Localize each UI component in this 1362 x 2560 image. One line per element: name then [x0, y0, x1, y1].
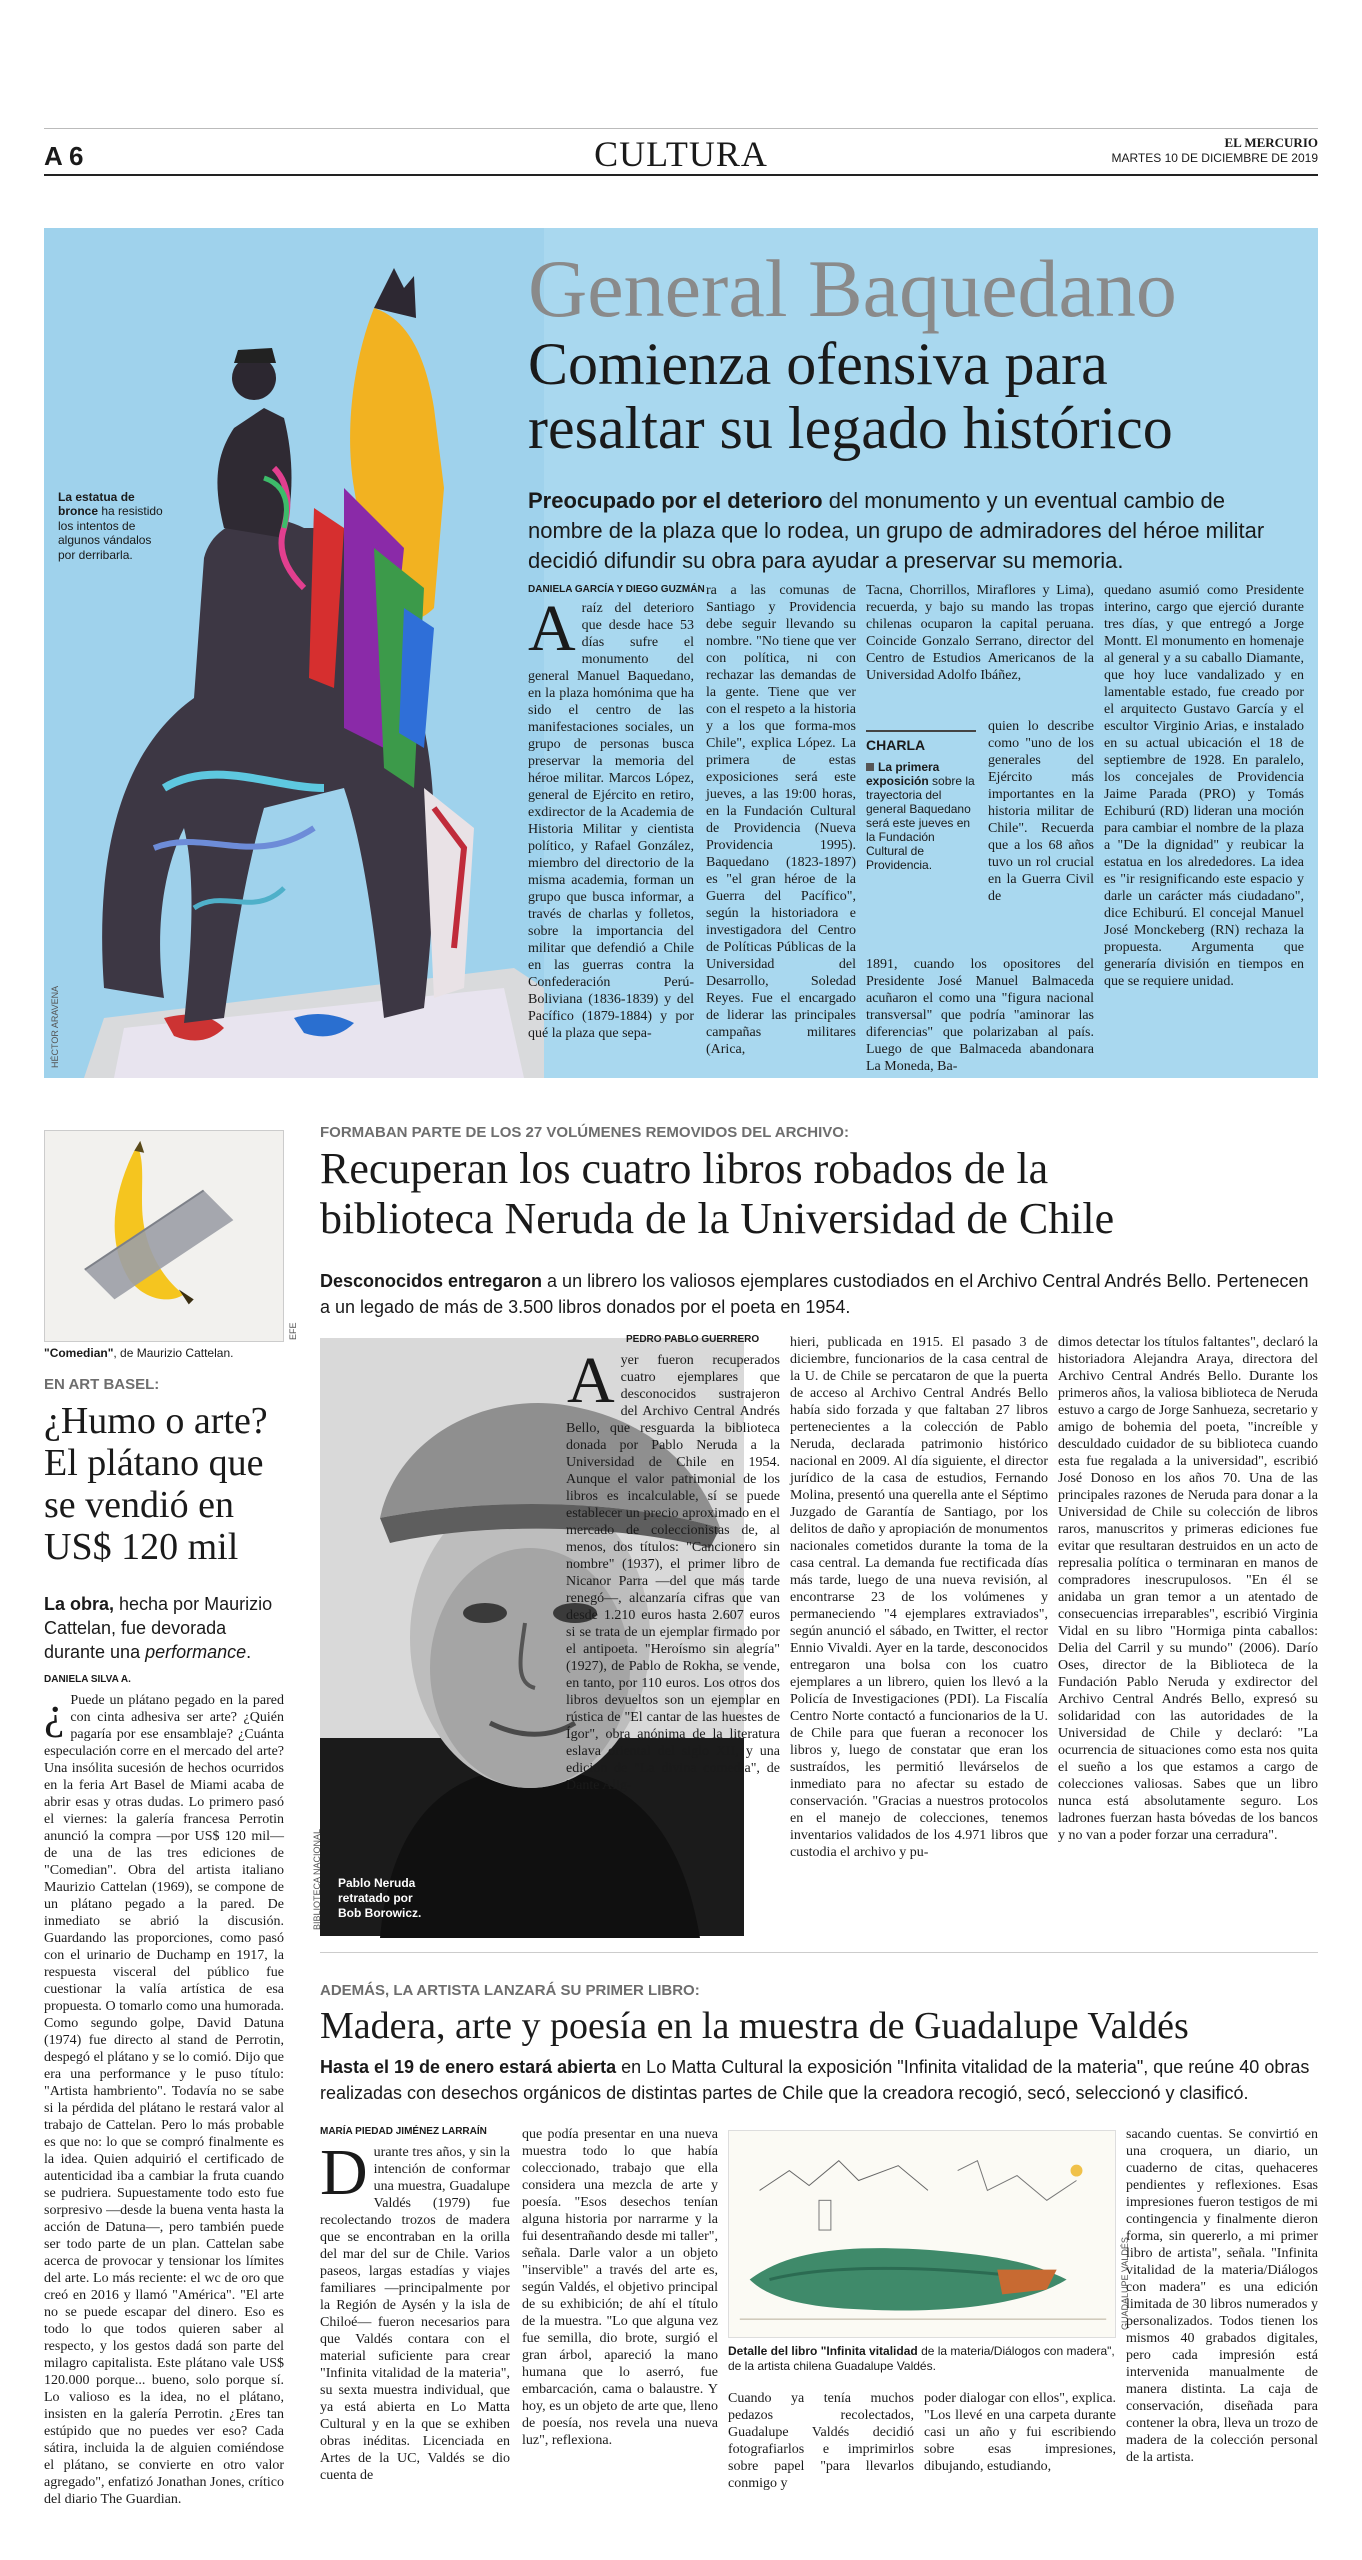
valdes-column-3: Cuando ya tenía muchos pedazos recolectados, Guadalupe Valdés decidió fotografiarlos e imprimirlos sobre papel "para llevarlos conmigo y: [728, 2391, 914, 2491]
neruda-dek: Desconocidos entregaron a un librero los valiosos ejemplares custodiados en el Archivo Central Andrés Bello. Pertenecen a un legado de más de 3.500 libros donados por el poeta en 1954.: [320, 1271, 1309, 1317]
photo-credit: HÉCTOR ARAVENA: [50, 985, 60, 1068]
lead-byline: DANIELA GARCÍA Y DIEGO GUZMÁN: [528, 584, 705, 595]
side-dek: La obra, hecha por Maurizio Cattelan, fue devorada durante una performance.: [44, 1594, 273, 1662]
banana-caption: "Comedian", de Maurizio Cattelan.: [44, 1346, 234, 1360]
newspaper-name: EL MERCURIO: [1224, 135, 1318, 150]
section-title: CULTURA: [594, 134, 768, 174]
side-byline: DANIELA SILVA A.: [44, 1674, 131, 1685]
neruda-caption: Pablo Neruda retratado por Bob Borowicz.: [338, 1876, 422, 1920]
valdes-byline: MARÍA PIEDAD JIMÉNEZ LARRAÍN: [320, 2126, 487, 2137]
side-headline: ¿Humo o arte? El plátano que se vendió en US$ 120 mil: [44, 1400, 268, 1568]
lead-column-3a: Tacna, Chorrillos, Miraflores y Lima), recuerda, y bajo su mando las tropas chilenas ocuparon la capital peruana. Coincide Gonzalo Serrano, director del Centro de Estudios Americanos de la Universidad Adolfo Ibáñez,: [866, 583, 1094, 683]
neruda-headline: Recuperan los cuatro libros robados de la biblioteca Neruda de la Universidad de Chile: [320, 1144, 1115, 1243]
lead-dek: Preocupado por el deterioro del monumento y un eventual cambio de nombre de la plaza que lo rodea, un grupo de admiradores del héroe militar decidió difundir su obra para ayudar a preservar su memoria.: [528, 488, 1265, 573]
valdes-column-4: poder dialogar con ellos", explica. "Los llevé en una carpeta durante casi un año y fui escribiendo sobre esas impresiones, dibujando, estudiando,: [924, 2391, 1116, 2474]
statue-caption: La estatua de bronce ha resistido los intentos de algunos vándalos por derribarla.: [58, 490, 163, 562]
issue-date: MARTES 10 DE DICIEMBRE DE 2019: [1111, 151, 1318, 165]
lead-column-4: quedano asumió como Presidente interino, cargo que ejerció durante tres días, y que entregó a Jorge Montt. El monumento en homenaje al general y a su caballo Diamante, que hoy luce vandalizado y en lamentable estado, fue creado por el arquitecto Gustavo García y el escultor Virginio Arias, e instalado en su actual ubicación el 18 de septiembre de 1928. En paralelo, los concejales de Providencia Jaime Parada (PRO) y Tomás Echiburú (RD) lideran una moción para cambiar el nombre de la plaza a "De la dignidad" y reubicar la estatua en los alrededores. La idea es "ir resignificando este espacio y darle un carácter más ciudadano", dice Echiburú. El concejal Manuel José Monckeberg (RN) rechaza la propuesta. Argumenta que generaría división en tiempos en que se requiere unidad.: [1104, 583, 1304, 989]
page-header: [44, 128, 1318, 176]
banana-photo-credit: EFE: [288, 1322, 298, 1340]
neruda-photo-credit: BIBLIOTECA NACIONAL: [312, 1828, 322, 1930]
banana-photo: [44, 1130, 284, 1342]
sketch-caption: Detalle del libro "Infinita vitalidad de la materia/Diálogos con madera", de la artista chilena Guadalupe Valdés.: [728, 2344, 1115, 2373]
lead-column-3c: 1891, cuando los opositores del Presidente José Manuel Balmaceda acuñaron el como una "figura nacional transversal" que podría "aminorar las diferencias" que polarizaban al país. Luego de que Balmaceda abandonara La Moneda, Ba-: [866, 957, 1094, 1074]
sketch-photo-credit: GUADALUPE VALDÉS: [1120, 2237, 1130, 2330]
neruda-byline: PEDRO PABLO GUERRERO: [626, 1334, 760, 1345]
page-number: A 6: [44, 141, 84, 171]
valdes-column-2: que podía presentar en una nueva muestra todo lo que había coleccionado, trabajo que ella considera una mezcla de arte y poesía. "Esos desechos tenían alguna historia por narrarme y la fui desentrañando desde mi taller", señala. Darle valor a un objeto "inservible" a través del arte es, según Valdés, el objetivo principal de su exhibición; de ahí el título de la muestra. "Lo que alguna vez fue semilla, dio brote, surgió el gran árbol, apareció la mano humana que lo aserró, fue embarcación, cama o balaustre. Y hoy, es un objeto de arte que, lleno de poesía, nos revela una nueva luz", reflexiona.: [522, 2127, 718, 2448]
side-kicker: EN ART BASEL:: [44, 1376, 160, 1393]
side-body: ¿ Puede un plátano pegado en la pared con cinta adhesiva ser arte? ¿Quién pagaría por ese ensamblaje? ¿Cuánta especulación corre en el mercado del arte? Una insólita sucesión de hechos ocurridos en la feria Art Basel de Miami acaba de abrir esas y otras dudas. Lo primero pasó el viernes: la galería francesa Perrotin anunció la compra —por US$ 120 mil— de una de las tres ediciones de "Comedian". Obra del artista italiano Maurizio Cattelan (1969), se compone de un plátano pegado a la pared. De inmediato se abrió la discusión. Guardando las proporciones, como pasó con el urinario de Duchamp en 1917, la respuesta visceral del público fue cuestionar la valía artística de esa propuesta. O tomarlo como una humorada. Como segundo golpe, David Datuna (1974) fue directo al stand de Perrotin, despegó el plátano y se lo comió. Dijo que era una performance y le puso título: "Artista hambriento". Todavía no se sabe si la pérdida del plátano le restará valor al trabajo de Cattelan. Pero lo más probable es que no: lo que se compró finalmente es la idea. Quien adquirió el certificado de autenticidad iba a cambiar la fruta cuando se pudriera. Supuestamente todo esto fue sorpresivo —desde la buena venta hasta la acción de Datuna—, pero también puede ser todo parte de un plan. Cattelan sabe acerca de provocar y tensionar los límites del arte. Lo más reciente: el wc de oro que creó en 2016 y llamó "América". "El arte no se puede escapar del dinero. Eso es todo lo que todos quieren saber al respecto, y los gestos dadá son parte del milagro capitalista. Este plátano vale US$ 120.000 porque... bueno, solo porque sí. Lo valioso es la idea, no el plátano, insisten en la galería Perrotin. ¿Eres tan estúpido que no puedes ver eso? Cada sátira, incluida la de alguien comiéndose el plátano, se convierte en otro valor agregado", enfatizó Jonathan Jones, crítico del diario The Guardian.: [44, 1687, 284, 2507]
neruda-kicker: FORMABAN PARTE DE LOS 27 VOLÚMENES REMOVIDOS DEL ARCHIVO:: [320, 1124, 849, 1141]
section-divider: [320, 1952, 1318, 1953]
neruda-column-3: dimos detectar los títulos faltantes", declaró la historiadora Alejandra Araya, directora del Archivo Central Andrés Bello. Durante los primeros años, la valiosa biblioteca de Neruda estuvo a cargo de Jorge Sanhueza, secretario y amigo de bohemia del poeta, "increíble y desculdado cuidador de su biblioteca cuando esta fue regalada a la universidad", escribió José Donoso en los años 70. Una de las principales razones de Neruda para donar a la Universidad de Chile su colección de libros raros, manuscritos y primeras ediciones fue evitar que resultaran destruidos en un acto de represalia política o terminaran en manos de compradores inescrupulosos. "En él se anidaba un gran temor a un atentado de consecuencias irreparables", escribió Virginia Vidal en su libro "Hormiga pinta caballos: Delia del Carril y su mundo" (2006). Darío Oses, director de la Biblioteca de la Fundación Pablo Neruda y exdirector del Archivo Central Andrés Bello, expresó su solidaridad con las autoridades de la Universidad de Chile y declaró: "La ocurrencia de situaciones como esta nos quita el sueño a los que estamos a cargo de colecciones valiosas. Sabes que un libro nunca está absolutamente seguro. Los ladrones fuerzan hasta bóvedas de los bancos y no van a poder forzar una cerradura".: [1058, 1335, 1318, 1843]
valdes-column-5: sacando cuentas. Se convirtió en una croquera, un diario, un cuaderno de citas, quehaceres pendientes y reflexiones. Esas impresiones fueron testigos de mi contingencia y finalmente dieron forma, sin quererlo, a mi primer libro de artista", señala. "Infinita vitalidad de la materia/Diálogos con madera" es una edición limitada de 30 libros numerados y personalizados. Todos tienen los mismos 40 grabados digitales, pero cada impresión está intervenida manualmente de manera distinta. La caja de conservación, diseñada para contener la obra, lleva un trozo de madera de la colección personal de la artista.: [1126, 2127, 1318, 2465]
neruda-column-2: hieri, publicada en 1915. El pasado 3 de diciembre, funcionarios de la casa central de la U. de Chile se percataron de que la puerta de acceso al Archivo Central Andrés Bello había sido forzada y que faltaban 27 libros pertenecientes a la colección de Pablo Neruda, declarada patrimonio histórico nacional en 2009. Al día siguiente, el director jurídico de la casa de estudios, Fernando Molina, presentó una querella ante el Séptimo Juzgado de Garantía de Santiago, por los delitos de daño y apropiación de monumentos nacionales cometidos durante la toma de la casa central. La demanda fue rectificada días más tarde, luego de una nueva revisión, al encontrarse 23 de los volúmenes y permaneciendo "4 ejemplares extraviados", según anunció el sábado, en Twitter, el rector Ennio Vivaldi. Ayer en la tarde, desconocidos entregaron una bolsa con los cuatro ejemplares a un librero, quien los llevó a la Policía de Investigaciones (PDI). La Fiscalía Centro Norte contactó a funcionarios de la U. de Chile para que fueran a reconocer los libros y, luego de constatar que eran los sustraídos, les permitió llevárselos de inmediato para no afectar su estado de conservación. "Gracias a nuestros protocolos en el manejo de colecciones, tenemos inventarios validados de los 4.971 libros que custodia el archivo y pu-: [790, 1335, 1048, 1860]
lead-headline: Comienza ofensiva para resaltar su legado histórico: [528, 331, 1173, 461]
charla-box: CHARLA La primera exposición sobre la trayectoria del general Baquedano será este jueves en la Fundación Cultural de Providencia.: [866, 730, 976, 872]
lead-column-2: ra a las comunas de Santiago y Providencia debe seguir llevando su nombre. "No tiene que ver con política, ni con rechazar las demandas de la gente. Tiene que ver con el respeto a la historia y a los que forma-mos Chile", explica López. La primera de estas exposiciones será este jueves, a las 19:00 horas, en la Fundación Cultural de Providencia (Nueva Providencia 1995). Baquedano (1823-1897) es "el gran héroe de la Guerra del Pacífico", según la historiadora e investigadora del Centro de Políticas Públicas de la Universidad del Desarrollo, Soledad Reyes. Fue el encargado de liderar las principales campañas militares (Arica,: [706, 583, 856, 1057]
valdes-headline: Madera, arte y poesía en la muestra de Guadalupe Valdés: [320, 2005, 1189, 2047]
statue-photo: [44, 228, 544, 1078]
lead-story: [44, 228, 1318, 1078]
lead-kicker: General Baquedano: [528, 243, 1177, 334]
wood-sketch-image: [728, 2130, 1116, 2338]
valdes-column-1: Durante tres años, y sin la intención de conformar una muestra, Guadalupe Valdés (1979) fue recolectando trozos de madera que se encontraban en la orilla del mar del sur de Chile. Varios paseos, largas estadías y viajes familiares —principalmente por la Región de Aysén y la isla de Chiloé— fueron necesarios para que Valdés contara con el material suficiente para crear "Infinita vitalidad de la materia", su sexta muestra individual, que ya está abierta en Lo Matta Cultural y en la que se exhiben obras inéditas. Licenciada en Artes de la UC, Valdés se dio cuenta de: [320, 2136, 510, 2483]
valdes-kicker: ADEMÁS, LA ARTISTA LANZARÁ SU PRIMER LIBRO:: [320, 1982, 700, 1999]
lead-column-3b: quien lo describe como "uno de los generales del Ejército más importantes en la historia militar de Chile". Recuerda que a los 68 años tuvo un rol crucial en la Guerra Civil de: [988, 719, 1094, 904]
valdes-dek: Hasta el 19 de enero estará abierta en Lo Matta Cultural la exposición "Infinita vitalidad de la materia", que reúne 40 obras realizadas con desechos orgánicos de distintas partes de Chile que la creadora recogió, secó, seleccionó y clasificó.: [320, 2057, 1310, 2103]
lead-column-1: Araíz del deterioro que desde hace 53 días sufre el monumento del general Manuel Baquedano, en la plaza homónima que ha sido el centro de las manifestaciones sociales, un grupo de personas busca preservar la memoria del héroe militar. Marcos López, general de Ejército en retiro, exdirector de la Academia de Historia Militar y cientista político, y Rafael González, miembro del directorio de la misma academia, forman un grupo que busca informar, a través de charlas y folletos, sobre la importancia del militar que defendió a Chile en las guerras contra la Confederación Perú-Boliviana (1836-1839) y del Pacífico (1879-1884) y por qué la plaza que sepa-: [528, 592, 694, 1041]
neruda-column-1: Ayer fueron recuperados cuatro ejemplares que desconocidos sustrajeron del Archivo Central Andrés Bello, que resguarda la biblioteca donada por Pablo Neruda a la Universidad de Chile en 1954. Aunque el valor patrimonial de los libros es incalculable, sí se puede establecer un precio aproximado en el mercado de coleccionistas de, al menos, dos títulos: "Cancionero sin nombre" (1937), el primer libro de Nicanor Parra —del que más tarde renegó—, alcanzaría cifras que van desde 1.210 euros hasta 2.607 euros si se trata de un ejemplar firmado por el antipoeta. "Heroísmo sin alegría" (1927), de Pablo de Rokha, se vende, en tanto, por 110 euros. Los otros dos libros devueltos son un ejemplar en rústica de "El cantar de las huestes de Ígor", obra anónima de la literatura eslava oriental del siglo XII, y una edición de "La divina comedia", de Dante Alig-: [566, 1344, 780, 1793]
